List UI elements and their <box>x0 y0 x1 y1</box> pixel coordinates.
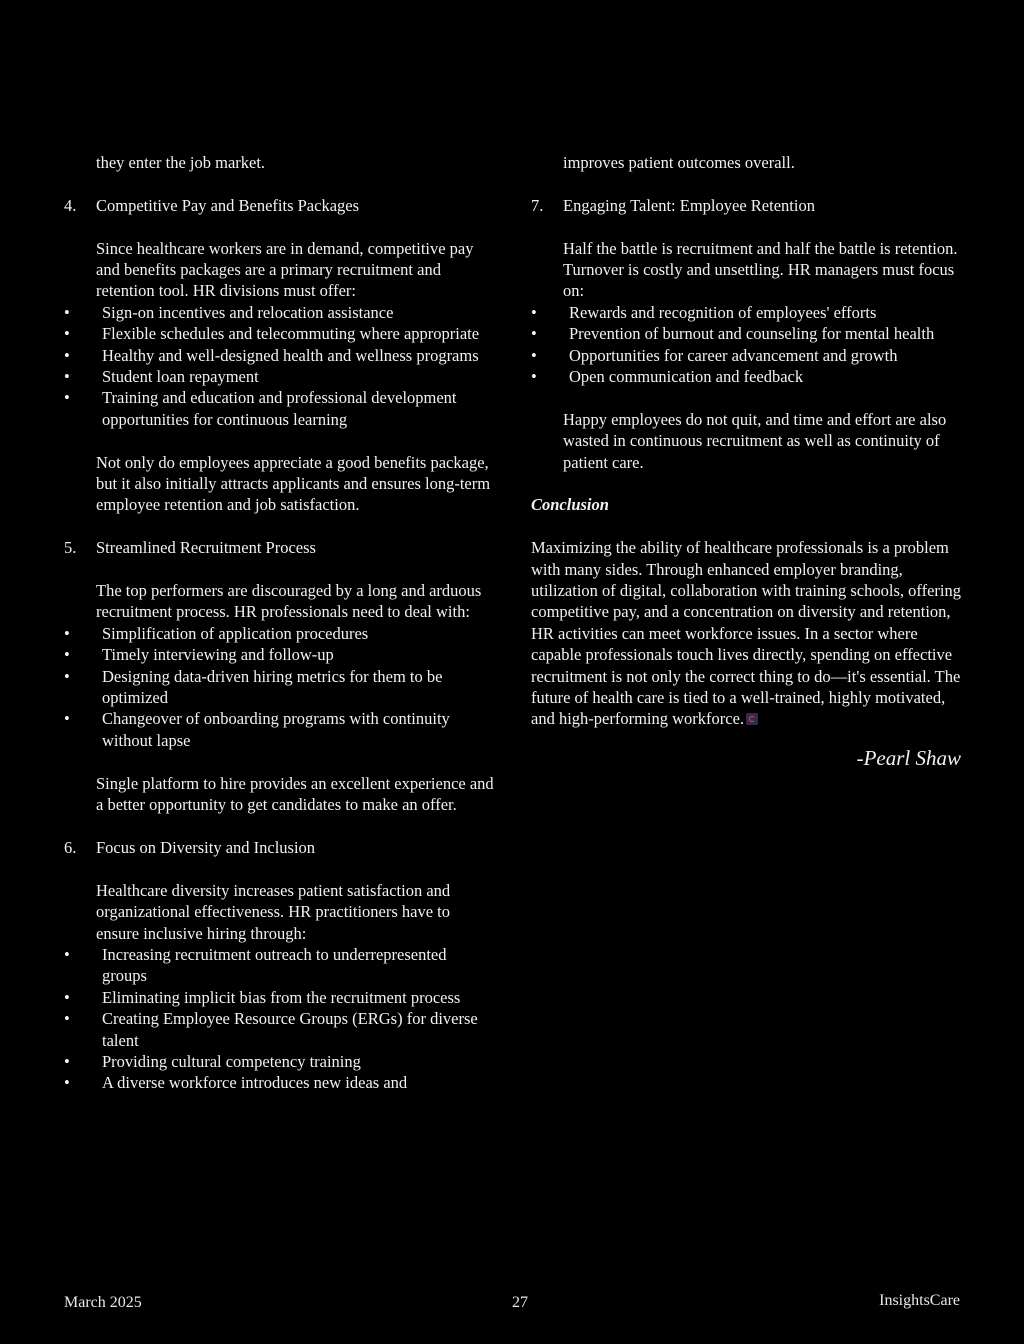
section-4-heading <box>64 195 494 216</box>
section-5-outro: Single platform to hire provides an excellent experience and a better opportunity to get candidates to make an offer. <box>96 773 494 815</box>
section-title: Streamlined Recruitment Process <box>96 538 316 558</box>
section-5-bullets <box>64 623 494 751</box>
bullet-icon: • <box>64 645 70 665</box>
section-5-intro: The top performers are discouraged by a long and arduous recruitment process. HR professionals need to deal with: <box>96 581 482 622</box>
section-6-bullets <box>64 944 494 1094</box>
bullet-icon: • <box>64 623 70 643</box>
list-item: • Open communication and feedback <box>531 367 804 387</box>
section-number: 6. <box>64 837 77 857</box>
section-4-intro: Since healthcare workers are in demand, competitive pay and benefits packages are a primary recruitment and retention tool. HR divisions must offer: <box>96 238 474 301</box>
list-item: • Timely interviewing and follow-up <box>64 645 334 665</box>
bullet-icon: • <box>64 666 70 686</box>
bullet-icon: • <box>531 324 537 344</box>
list-item: • Prevention of burnout and counseling for mental health <box>531 324 935 344</box>
bullet-icon: • <box>64 367 70 387</box>
section-7-bullets <box>531 302 961 388</box>
footer-brand: InsightsCare <box>879 1292 960 1309</box>
section-title: Focus on Diversity and Inclusion <box>96 837 316 857</box>
list-item: • Creating Employee Resource Groups (ERGs) for diverse talent <box>64 1009 478 1050</box>
list-item: • A diverse workforce introduces new ideas and <box>64 1073 408 1093</box>
list-item: • Eliminating implicit bias from the recruitment process <box>64 987 461 1007</box>
section-4-outro: Not only do employees appreciate a good benefits package, but it also initially attracts applicants and ensures long-term employee retention and job satisfaction. <box>96 452 491 515</box>
bullet-icon: • <box>531 367 537 387</box>
section-number: 7. <box>531 195 544 215</box>
author-signature: -Pearl Shaw <box>856 745 961 770</box>
conclusion-body: Maximizing the ability of healthcare professionals is a problem with many sides. Through enhanced employer branding, utilization of digital, collaboration with training schools, offering competitive pay, and a concentration on diversity and retention, HR activities can meet workforce issues. In a sector where capable professionals touch lives directly, spending on effective recruitment is not only the correct thing to do—it's essential. The future of health care is tied to a well-trained, highly motivated, and high-performing workforce. <box>531 538 961 729</box>
page-number: 27 <box>512 1294 528 1311</box>
list-item: • Rewards and recognition of employees' efforts <box>531 302 877 322</box>
bullet-icon: • <box>531 345 537 365</box>
section-7-outro: Happy employees do not quit, and time and effort are also wasted in continuous recruitment as well as continuity of patient care. <box>563 409 947 472</box>
author-row <box>531 730 961 770</box>
end-mark-icon <box>746 713 758 725</box>
footer-date: March 2025 <box>64 1294 142 1311</box>
list-item: • Healthy and well-designed health and wellness programs <box>64 345 479 365</box>
list-item: • Flexible schedules and telecommuting where appropriate <box>64 324 480 344</box>
bullet-icon: • <box>64 1009 70 1029</box>
bullet-icon: • <box>64 324 70 344</box>
bullet-icon: • <box>64 345 70 365</box>
section-5-heading <box>64 537 494 558</box>
list-item: • Increasing recruitment outreach to underrepresented groups <box>64 944 447 986</box>
continued-text: they enter the job market. <box>96 153 266 172</box>
list-item: • Training and education and professional development opportunities for continuous learning <box>64 388 457 429</box>
section-number: 4. <box>64 195 77 215</box>
conclusion-heading: Conclusion <box>531 495 609 515</box>
bullet-icon: • <box>64 987 70 1007</box>
left-column <box>64 152 494 1094</box>
section-title: Engaging Talent: Employee Retention <box>563 195 815 215</box>
bullet-icon: • <box>64 1073 70 1093</box>
section-6-intro: Healthcare diversity increases patient satisfaction and organizational effectiveness. HR practitioners have to ensure inclusive hiring through: <box>96 880 451 943</box>
bullet-icon: • <box>64 709 70 729</box>
section-7-heading <box>531 195 961 216</box>
list-item: • Opportunities for career advancement and growth <box>531 345 898 365</box>
list-item: • Sign-on incentives and relocation assistance <box>64 302 394 322</box>
bullet-icon: • <box>531 302 537 322</box>
section-number: 5. <box>64 538 77 558</box>
section-7-intro: Half the battle is recruitment and half the battle is retention. Turnover is costly and unsettling. HR managers must focus on: <box>563 238 958 301</box>
list-item: • Changeover of onboarding programs with continuity without lapse <box>64 709 450 750</box>
bullet-icon: • <box>64 388 70 408</box>
list-item: • Simplification of application procedures <box>64 623 369 643</box>
bullet-icon: • <box>64 1051 70 1071</box>
right-column <box>531 152 961 770</box>
list-item: • Student loan repayment <box>64 367 259 387</box>
continued-text: improves patient outcomes overall. <box>563 153 795 172</box>
section-6-heading <box>64 837 494 858</box>
list-item: • Designing data-driven hiring metrics for them to be optimized <box>64 666 443 708</box>
bullet-icon: • <box>64 944 70 964</box>
section-4-bullets <box>64 302 494 430</box>
list-item: • Providing cultural competency training <box>64 1051 361 1071</box>
section-title: Competitive Pay and Benefits Packages <box>96 195 360 215</box>
bullet-icon: • <box>64 302 70 322</box>
